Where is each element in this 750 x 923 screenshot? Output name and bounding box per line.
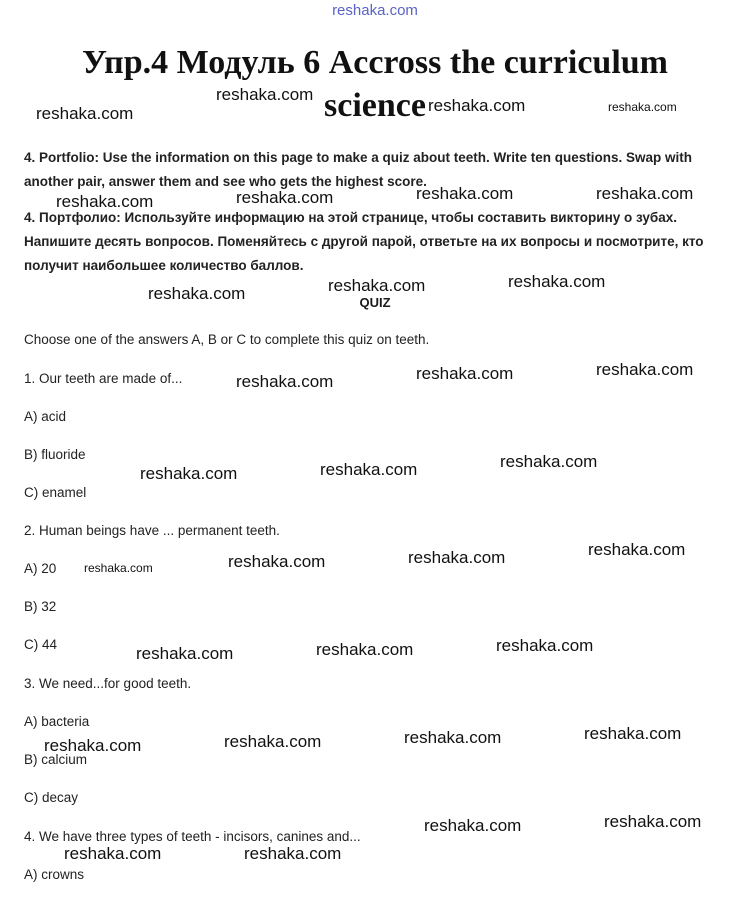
task-russian: 4. Портфолио: Используйте информацию на этой странице, чтобы составить викторину о зубах. Напишите десять вопросов. Поменяйтесь с другой парой, ответьте на их вопросы и посмотрите, кто получит наибольшее количество баллов. — [24, 210, 704, 273]
watermark: reshaka.com — [320, 460, 418, 479]
watermark: reshaka.com — [416, 184, 514, 203]
task-english: 4. Portfolio: Use the information on this page to make a quiz about teeth. Write ten questions. Swap with another pair, answer them and see who gets the highest score. — [24, 150, 693, 189]
watermark: reshaka.com — [328, 276, 426, 295]
watermark: reshaka.com — [224, 732, 322, 751]
option-1c: C) enamel — [24, 485, 87, 500]
option-1b: B) fluoride — [24, 447, 86, 462]
option-3a: A) bacteria — [24, 714, 90, 729]
watermark: reshaka.com — [56, 192, 154, 211]
watermark: reshaka.com — [408, 548, 506, 567]
option-4a: A) crowns — [24, 867, 85, 882]
watermark: reshaka.com — [416, 364, 514, 383]
page-title-subject: science — [324, 87, 426, 124]
watermark: reshaka.com — [508, 272, 606, 291]
watermark: reshaka.com — [44, 736, 142, 755]
watermark: reshaka.com — [424, 816, 522, 835]
option-2c: C) 44 — [24, 637, 58, 652]
watermark: reshaka.com — [596, 184, 694, 203]
watermark: reshaka.com — [608, 100, 677, 114]
watermark: reshaka.com — [84, 561, 153, 575]
watermark: reshaka.com — [228, 552, 326, 571]
watermark: reshaka.com — [36, 104, 134, 123]
watermark: reshaka.com — [596, 360, 694, 379]
site-header-link[interactable]: reshaka.com — [332, 2, 418, 19]
watermark: reshaka.com — [64, 844, 162, 863]
watermark: reshaka.com — [140, 464, 238, 483]
quiz-instruction: Choose one of the answers A, B or C to complete this quiz on teeth. — [24, 332, 430, 347]
watermark: reshaka.com — [216, 85, 314, 104]
watermark: reshaka.com — [588, 540, 686, 559]
option-3b: B) calcium — [24, 752, 88, 767]
option-1a: A) acid — [24, 409, 67, 424]
option-3c: C) decay — [24, 790, 79, 805]
option-2b: B) 32 — [24, 599, 57, 614]
watermark: reshaka.com — [584, 724, 682, 743]
watermark: reshaka.com — [236, 372, 334, 391]
watermark: reshaka.com — [244, 844, 342, 863]
watermark: reshaka.com — [500, 452, 598, 471]
question-3: 3. We need...for good teeth. — [24, 676, 192, 691]
watermark: reshaka.com — [236, 188, 334, 207]
watermark: reshaka.com — [604, 812, 702, 831]
watermark: reshaka.com — [148, 284, 246, 303]
option-2a: A) 20 — [24, 561, 57, 576]
watermark: reshaka.com — [404, 728, 502, 747]
watermark: reshaka.com — [316, 640, 414, 659]
page-title: Упр.4 Модуль 6 Accross the curriculum — [81, 44, 669, 81]
watermark: reshaka.com — [428, 96, 526, 115]
watermark: reshaka.com — [136, 644, 234, 663]
watermark: reshaka.com — [496, 636, 594, 655]
quiz-heading: QUIZ — [359, 295, 391, 310]
question-4: 4. We have three types of teeth - incisors, canines and... — [24, 829, 361, 844]
question-1: 1. Our teeth are made of... — [24, 371, 183, 386]
question-2: 2. Human beings have ... permanent teeth. — [24, 523, 280, 538]
